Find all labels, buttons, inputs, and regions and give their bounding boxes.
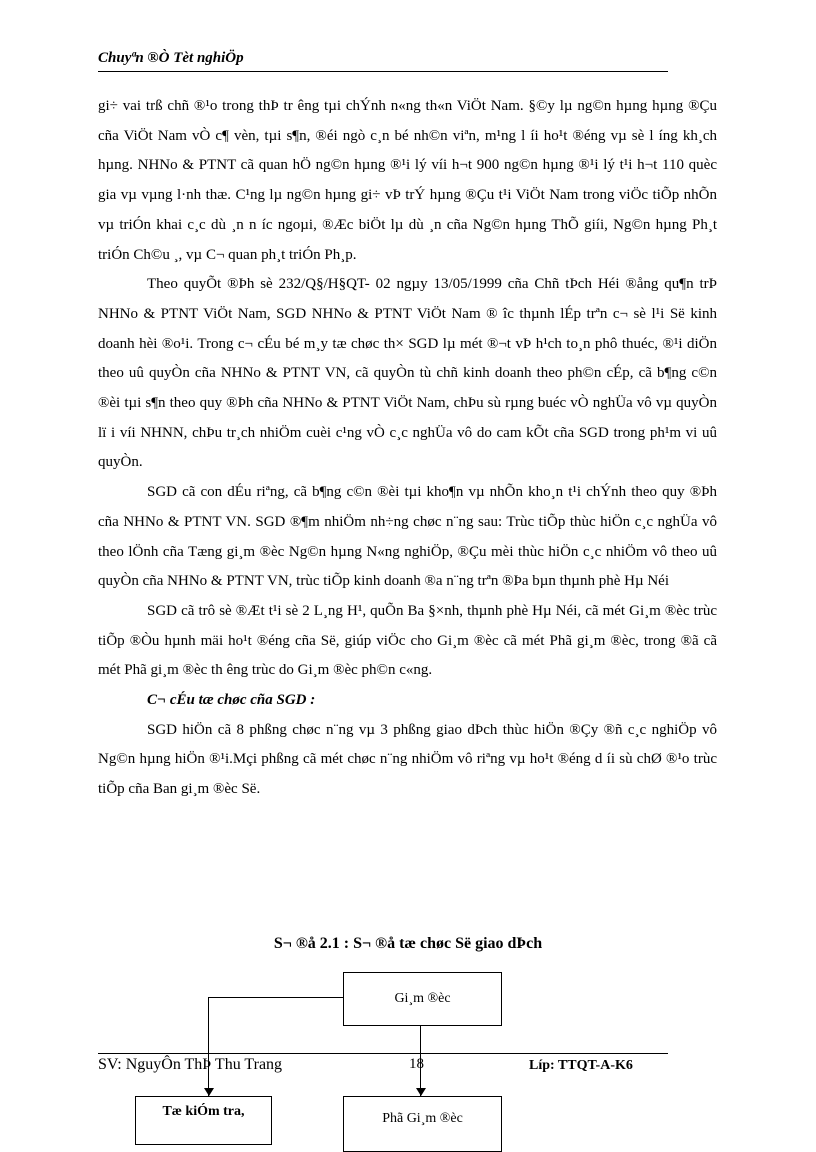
header-rule — [98, 71, 668, 72]
connector-left-vertical — [208, 997, 209, 1096]
footer-author: SV: NguyÔn ThÞ Thu Trang — [98, 1056, 283, 1073]
org-box-deputy-director: Phã Gi¸m ®èc — [343, 1096, 502, 1152]
footer-class: Líp: TTQT-A-K6 — [529, 1058, 633, 1073]
document-body — [98, 92, 717, 805]
diagram-title: S¬ ®å 2.1 : S¬ ®å tæ chøc Së giao dÞch — [273, 935, 543, 952]
connector-left-horizontal — [208, 997, 344, 998]
org-box-audit: Tæ kiÓm tra, — [135, 1096, 272, 1145]
subheading-text: C¬ cÉu tæ chøc cña SGD : — [147, 692, 316, 709]
paragraph-2: Theo quyÕt ®Þh sè 232/Q§/H§QT- 02 ngµy 13/05/1999 cña Chñ tÞch Héi ®ång qu¶n trÞ NHNo & PTNT ViÖt Nam, SGD NHNo & PTNT ViÖt Nam ® îc thµnh lÉp trªn c¬ sè l¹i Së kinh doanh hèi ®o¹i. Trong c¬ cÉu bé m¸y tæ chøc th× SGD lµ mét ®¬t vÞ h¹ch to¸n phô thuéc, ®¹i diÖn theo uû quyÒn cña NHNo & PTNT VN, cã quyÒn tù chñ kinh doanh theo ph©n cÉp, cã b¶ng c©n ®èi tµi s¶n theo quy ®Þh cña NHNo & PTNT ViÖt Nam, chÞu sù rµng buéc vÒ nghÜa vô vµ quyÒn lï i víi NHNN, chÞu tr¸ch nhiÖm cuèi c¹ng vÒ c¸c nghÜa vô do cam kÕt cña SGD trong ph¹m vi uû quyÒn. — [98, 276, 717, 471]
section-subheading — [98, 686, 717, 716]
arrow-head-left — [204, 1088, 214, 1096]
page-number: 18 — [409, 1056, 424, 1072]
paragraph-5: SGD hiÖn cã 8 phßng chøc n¨ng vµ 3 phßng giao dÞch thùc hiÖn ®Çy ®ñ c¸c nghiÖp vô Ng©n hµng hiÖn ®¹i.Mçi phßng cã mét chøc n¨ng nhiÖm vô riªng vµ ho¹t ®éng d íi sù chØ ®¹o trùc tiÕp cña Ban gi¸m ®èc Së. — [98, 721, 717, 798]
paragraph-3: SGD cã con dÉu riªng, cã b¶ng c©n ®èi tµi kho¶n vµ nhÕn kho¸n t¹i chÝnh theo quy ®Þh cña NHNo & PTNT VN. SGD ®¶m nhiÖm nh÷ng chøc n¨ng sau: Trùc tiÕp thùc hiÖn c¸c nghÜa vô theo lÖnh cña Tæng gi¸m ®èc Ng©n hµng N«ng nghiÖp, ®Çu mèi thùc hiÖn c¸c nhiÖm vô theo uû quyÒn cña NHNo & PTNT VN, trùc tiÕp kinh doanh ®a n¨ng trªn ®Þa bµn thµnh phè Hµ Néi — [98, 484, 717, 590]
arrow-head-center — [416, 1088, 426, 1096]
org-box-director: Gi¸m ®èc — [343, 972, 502, 1026]
paragraph-1: gi÷ vai trß chñ ®¹o trong thÞ tr êng tµi chÝnh n«ng th«n ViÖt Nam. §©y lµ ng©n hµng hµng ®Çu cña ViÖt Nam vÒ c¶ vèn, tµi s¶n, ®éi ngò c¸n bé nh©n viªn, m¹ng l íi ho¹t ®éng vµ sè l íng kh¸ch hµng. NHNo & PTNT cã quan hÖ ng©n hµng ®¹i lý víi h¬t 900 ng©n hµng ®¹i lý t¹i h¬t 110 quèc gia vµ vµng l·nh thæ. C¹ng lµ ng©n hµng gi÷ vÞ trÝ hµng ®Çu t¹i ViÖt Nam trong viÖc tiÕp nhÕn vµ triÓn khai c¸c dù ¸n n íc ngoµi, ®Æc biÖt lµ dù ¸n cña Ng©n hµng ThÕ giíi, Ng©n hµng Ph¸t triÓn Ch©u ¸, vµ C¬ quan ph¸t triÓn Ph¸p. — [98, 98, 717, 263]
paragraph-4: SGD cã trô sè ®Æt t¹i sè 2 L¸ng H¹, quÕn Ba §×nh, thµnh phè Hµ Néi, cã mét Gi¸m ®èc trùc tiÕp ®Òu hµnh mäi ho¹t ®éng cña Së, giúp viÖc cho Gi¸m ®èc cã mét Phã gi¸m ®èc, trong ®ã cã mét Phã gi¸m ®èc th êng trùc do Gi¸m ®èc ph©n c«ng. — [98, 602, 717, 679]
footer-rule — [98, 1053, 668, 1054]
header-title: Chuyªn ®Ò Tèt nghiÖp — [98, 50, 244, 66]
